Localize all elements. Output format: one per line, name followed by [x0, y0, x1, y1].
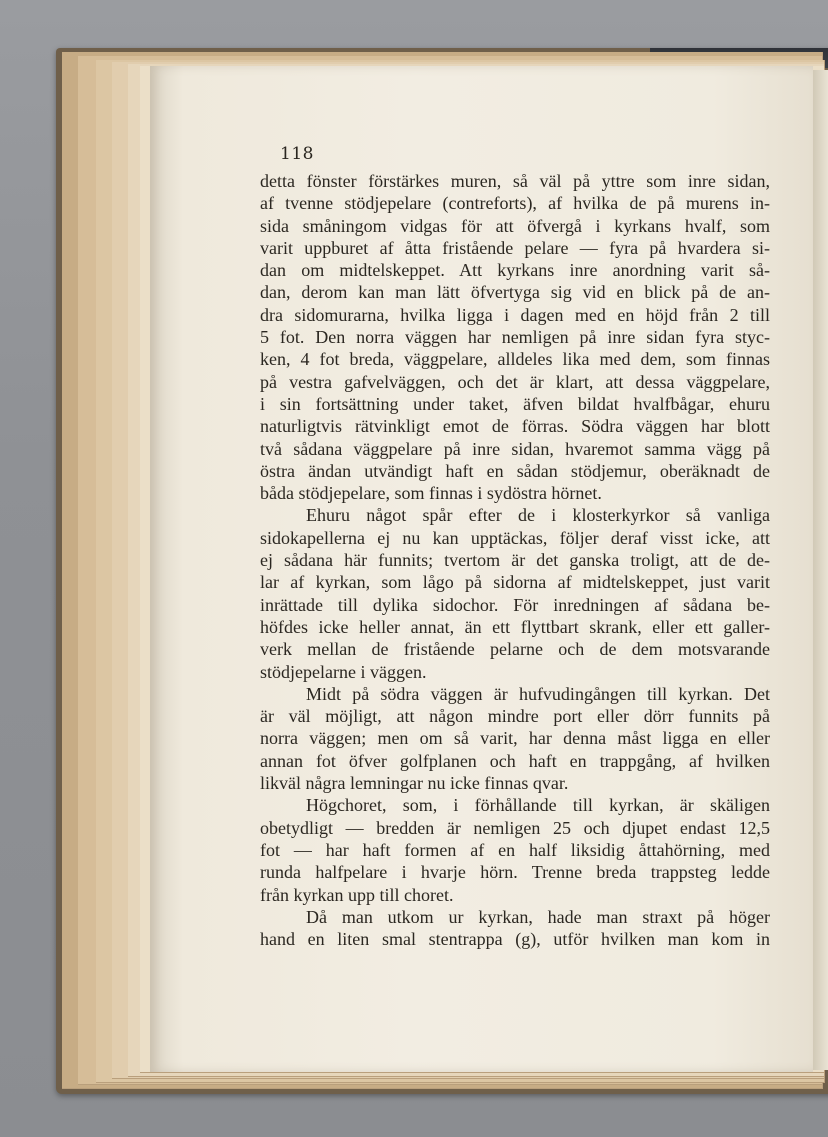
text-line: dan om midtelskeppet. Att kyrkans inre anordning varit så-: [260, 260, 770, 281]
text-line: Högchoret, som, i förhållande till kyrkan, är skäligen: [306, 795, 770, 816]
text-line: i sin fortsättning under taket, äfven bildat hvalfbågar, ehuru: [260, 393, 770, 414]
text-line: 5 fot. Den norra väggen har nemligen på inre sidan fyra styc-: [260, 327, 770, 348]
text-line: varit uppburet af åtta fristående pelare — fyra på hvardera si-: [260, 237, 770, 258]
text-line: dan, derom kan man lätt öfvertyga sig vid en blick på de an-: [260, 282, 770, 303]
text-line: annan fot öfver golfplanen och haft en trappgång, af hvilken: [260, 750, 770, 771]
text-line: från kyrkan upp till choret.: [260, 884, 454, 905]
text-line: obetydligt — bredden är nemligen 25 och djupet endast 12,5: [260, 817, 770, 838]
text-line: ken, 4 fot breda, väggpelare, alldeles lika med dem, som finnas: [260, 349, 770, 370]
text-line: på vestra gafvelväggen, och det är klart, att dessa väggpelare,: [260, 371, 770, 392]
text-line: fot — har haft formen af en half liksidig åttahörning, med: [260, 839, 770, 860]
text-line: Ehuru något spår efter de i klosterkyrkor så vanliga: [306, 505, 770, 526]
facing-page-edge: [812, 70, 828, 1070]
text-line: ej sådana här funnits; tvertom är det ganska troligt, att de de-: [260, 550, 770, 571]
page-number: 118: [280, 144, 314, 164]
text-line: lar af kyrkan, som lågo på sidorna af midtelskeppet, just varit: [260, 572, 770, 593]
text-line: dra sidomurarna, hvilka ligga i dagen med en höjd från 2 till: [260, 304, 770, 325]
text-line: norra väggen; men om så varit, har denna måst ligga en eller: [260, 728, 770, 749]
body-text: [260, 170, 770, 950]
text-line: af tvenne stödjepelare (contreforts), af hvilka de på murens in-: [260, 193, 770, 214]
text-line: sida småningom vidgas för att öfvergå i kyrkans hvalf, som: [260, 215, 770, 236]
text-line: är väl möjligt, att någon mindre port eller dörr funnits på: [260, 706, 770, 727]
text-line: sidokapellerna ej nu kan upptäckas, följer deraf visst icke, att: [260, 527, 770, 548]
text-line: östra ändan utvändigt haft en sådan stödjemur, oberäknadt de: [260, 460, 770, 481]
text-line: Midt på södra väggen är hufvudingången till kyrkan. Det: [306, 683, 770, 704]
text-line: två sådana väggpelare på inre sidan, hvaremot samma vägg på: [260, 438, 770, 459]
text-line: likväl några lemningar nu icke finnas qvar.: [260, 773, 569, 794]
text-line: höfdes icke heller annat, än ett flyttbart skrank, eller ett galler-: [260, 616, 770, 637]
text-line: runda halfpelare i hvarje hörn. Trenne breda trappsteg ledde: [260, 862, 770, 883]
text-line: naturligtvis rätvinkligt emot de förras. Södra väggen har blott: [260, 416, 770, 437]
text-line: detta fönster förstärkes muren, så väl på yttre som inre sidan,: [260, 171, 770, 191]
text-line: båda stödjepelare, som finnas i sydöstra hörnet.: [260, 483, 602, 504]
text-line: hand en liten smal stentrappa (g), utför hvilken man kom in: [260, 929, 770, 950]
text-line: stödjepelarne i väggen.: [260, 661, 427, 682]
text-line: Då man utkom ur kyrkan, hade man straxt på höger: [306, 906, 770, 927]
text-line: verk mellan de fristående pelarne och de dem motsvarande: [260, 639, 770, 660]
text-line: inrättade till dylika sidochor. För inredningen af sådana be-: [260, 594, 770, 615]
